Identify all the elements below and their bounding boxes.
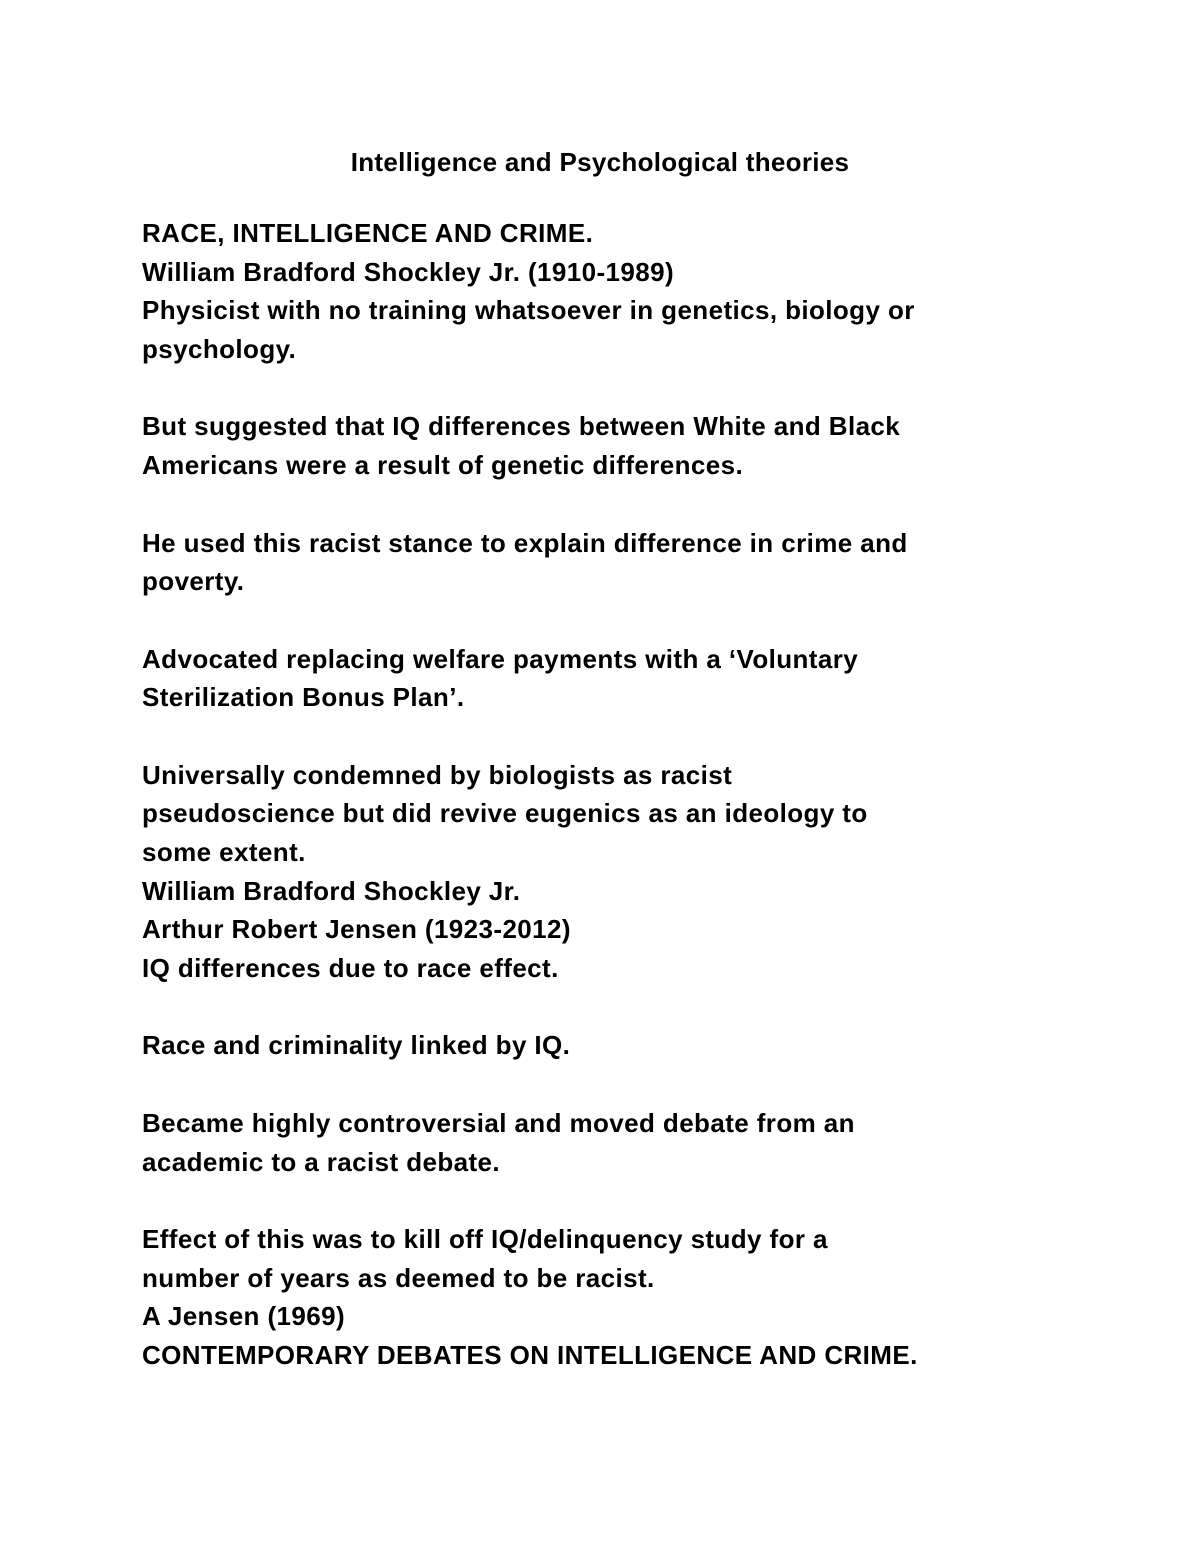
text-line: Sterilization Bonus Plan’.	[142, 682, 465, 713]
text-line: number of years as deemed to be racist.	[142, 1262, 655, 1293]
text-line: Arthur Robert Jensen (1923-2012)	[142, 914, 571, 945]
text-line: Race and criminality linked by IQ.	[142, 1030, 571, 1061]
text-line: But suggested that IQ differences between White and Black	[142, 411, 901, 442]
text-line: Americans were a result of genetic differences.	[142, 450, 744, 481]
text-line: Universally condemned by biologists as racist	[142, 759, 733, 790]
text-line: pseudoscience but did revive eugenics as an ideology to	[142, 798, 868, 829]
text-line: academic to a racist debate.	[142, 1146, 501, 1177]
blank-line	[142, 988, 1082, 1027]
blank-line	[142, 717, 1082, 756]
document-title: Intelligence and Psychological theories	[350, 147, 850, 177]
blank-line	[142, 601, 1082, 640]
document-body	[142, 214, 1082, 1375]
text-line: William Bradford Shockley Jr.	[142, 875, 521, 906]
text-line: Effect of this was to kill off IQ/delinquency study for a	[142, 1223, 828, 1254]
text-line: Physicist with no training whatsoever in genetics, biology or	[142, 295, 915, 326]
text-line: Became highly controversial and moved debate from an	[142, 1107, 855, 1138]
blank-line	[142, 369, 1082, 408]
text-line: IQ differences due to race effect.	[142, 953, 559, 984]
blank-line	[142, 485, 1082, 524]
section-heading: RACE, INTELLIGENCE AND CRIME.	[142, 218, 594, 248]
text-line: Advocated replacing welfare payments with a ‘Voluntary	[142, 643, 859, 674]
text-line: He used this racist stance to explain difference in crime and	[142, 527, 908, 558]
text-line: some extent.	[142, 837, 306, 867]
blank-line	[142, 1181, 1082, 1220]
text-line: A Jensen (1969)	[142, 1301, 346, 1332]
section-heading: CONTEMPORARY DEBATES ON INTELLIGENCE AND CRIME.	[142, 1339, 918, 1370]
text-line: psychology.	[142, 334, 297, 365]
blank-line	[142, 1065, 1082, 1104]
text-line: poverty.	[142, 566, 245, 597]
text-line: William Bradford Shockley Jr. (1910-1989)	[142, 256, 675, 287]
